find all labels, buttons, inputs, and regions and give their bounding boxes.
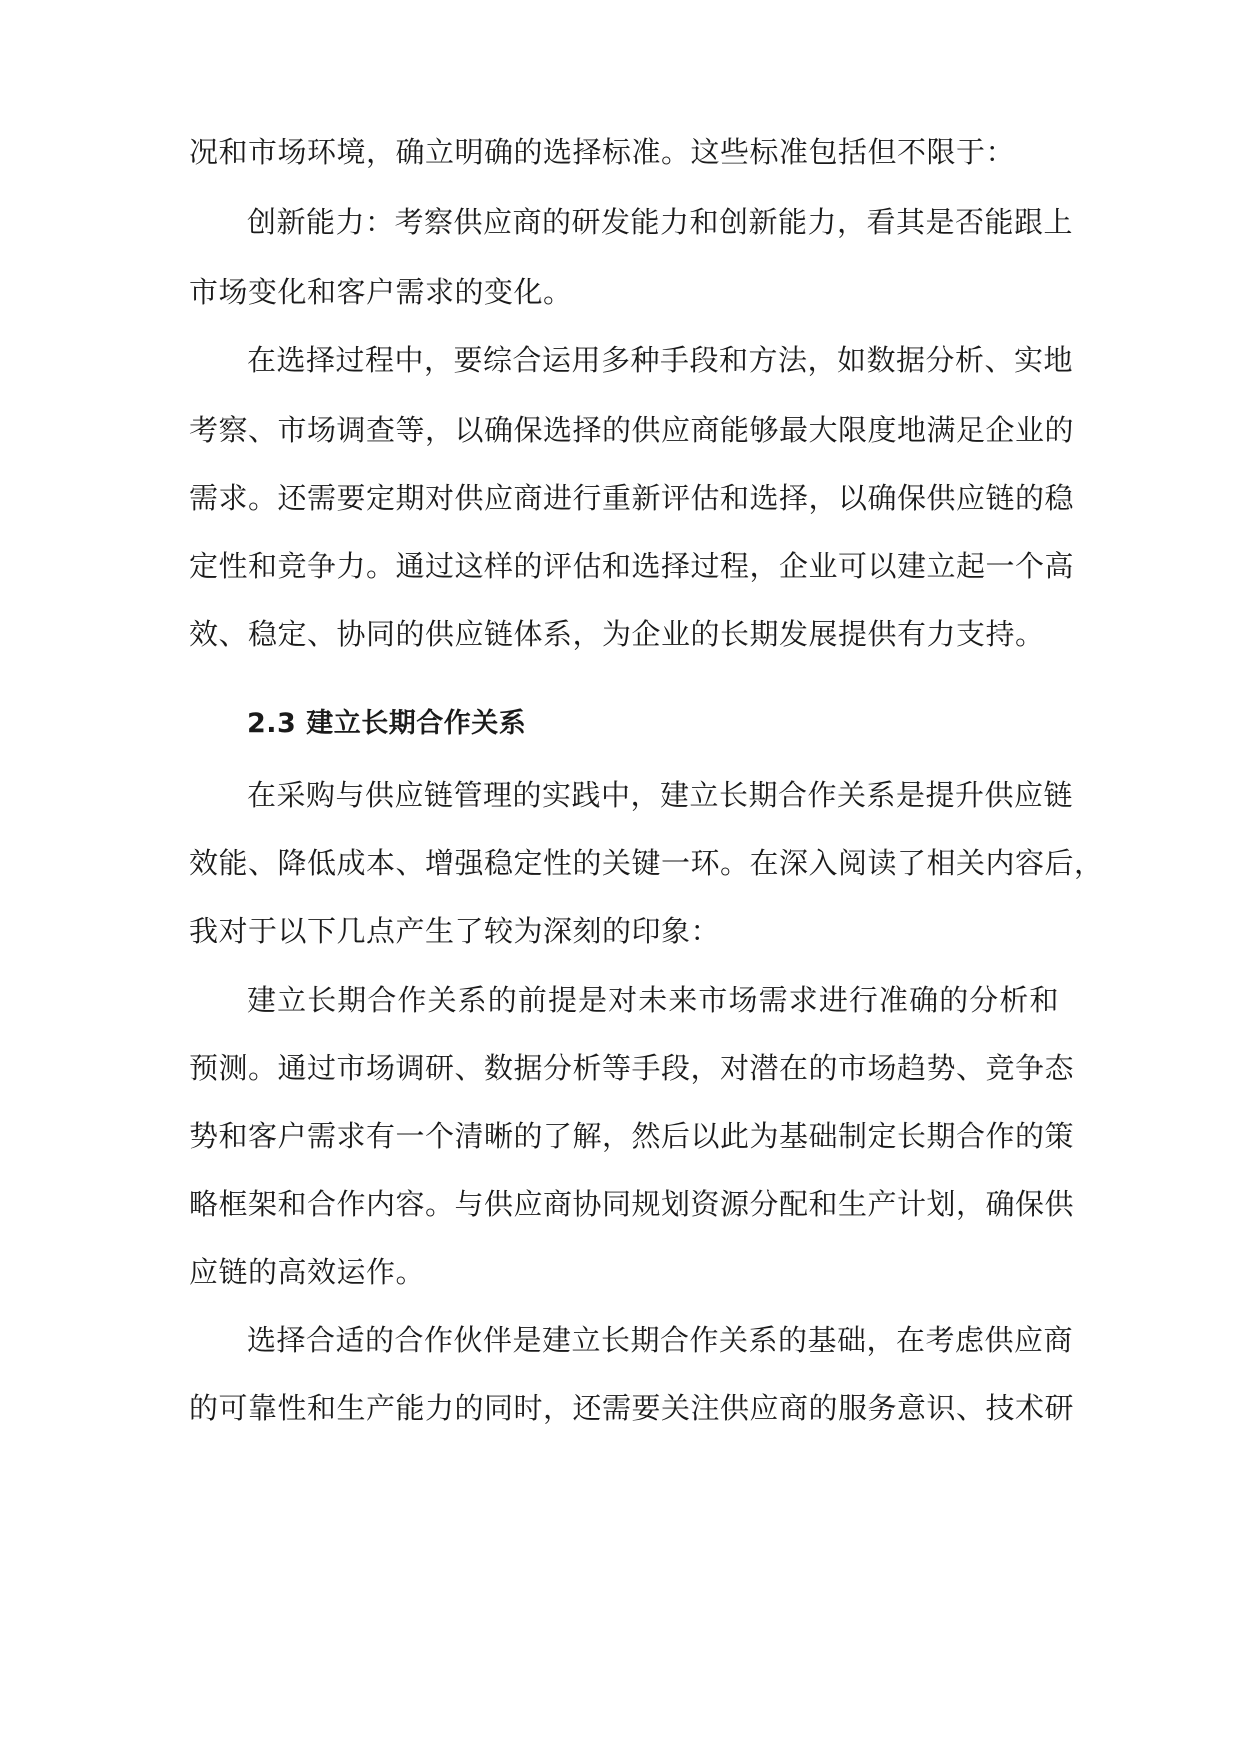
paragraph-line: 效能、降低成本、增强稳定性的关键一环。在深入阅读了相关内容后， [189,846,1104,880]
paragraph-line: 创新能力：考察供应商的研发能力和创新能力，看其是否能跟上 [247,205,1074,239]
paragraph-line: 市场变化和客户需求的变化。 [189,275,573,309]
paragraph-line: 建立长期合作关系的前提是对未来市场需求进行准确的分析和 [247,983,1059,1017]
paragraph-line: 况和市场环境，确立明确的选择标准。这些标准包括但不限于： [189,135,1016,169]
paragraph-line: 的可靠性和生产能力的同时，还需要关注供应商的服务意识、技术研 [189,1391,1075,1425]
paragraph-line: 在采购与供应链管理的实践中，建立长期合作关系是提升供应链 [247,778,1074,812]
paragraph-line: 定性和竞争力。通过这样的评估和选择过程，企业可以建立起一个高 [189,549,1075,583]
paragraph-line: 选择合适的合作伙伴是建立长期合作关系的基础，在考虑供应商 [247,1323,1074,1357]
paragraph-line: 略框架和合作内容。与供应商协同规划资源分配和生产计划，确保供 [189,1187,1075,1221]
paragraph-line: 考察、市场调查等，以确保选择的供应商能够最大限度地满足企业的 [189,413,1075,447]
paragraph-line: 需求。还需要定期对供应商进行重新评估和选择，以确保供应链的稳 [189,481,1075,515]
paragraph-line: 我对于以下几点产生了较为深刻的印象： [189,914,721,948]
paragraph-line: 效、稳定、协同的供应链体系，为企业的长期发展提供有力支持。 [189,617,1045,651]
paragraph-line: 势和客户需求有一个清晰的了解，然后以此为基础制定长期合作的策 [189,1119,1075,1153]
section-heading: 2.3 建立长期合作关系 [247,708,527,739]
paragraph-line: 应链的高效运作。 [189,1255,426,1289]
paragraph-line: 预测。通过市场调研、数据分析等手段，对潜在的市场趋势、竞争态 [189,1051,1075,1085]
paragraph-line: 在选择过程中，要综合运用多种手段和方法，如数据分析、实地 [247,343,1074,377]
